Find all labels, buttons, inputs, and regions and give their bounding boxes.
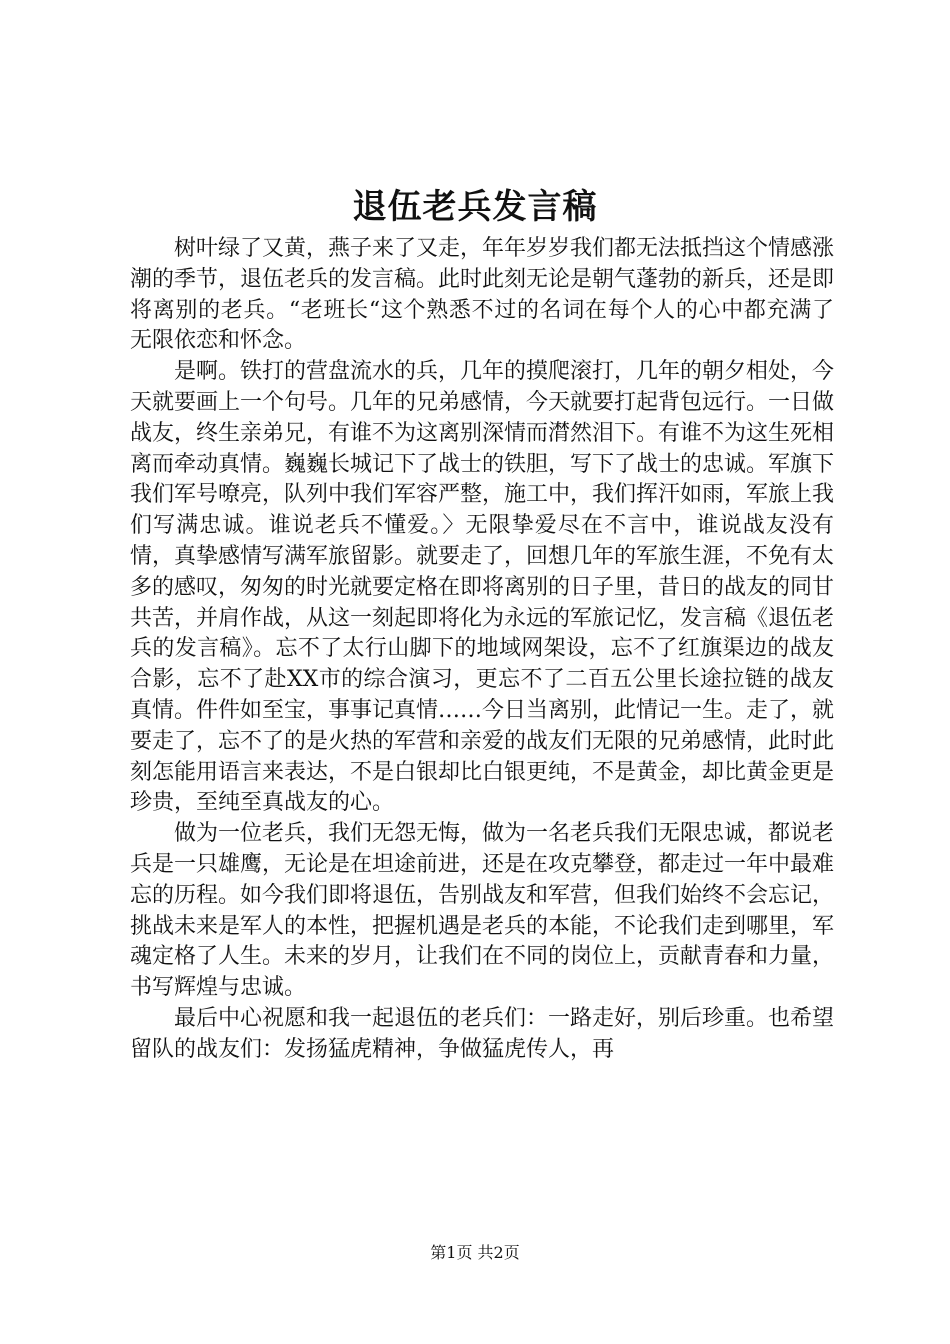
paragraph-3: 做为一位老兵，我们无怨无悔，做为一名老兵我们无限忠诚，都说老兵是一只雄鹰，无论是在坦途前进，还是在攻克攀登，都走过一年中最难忘的历程。如今我们即将退伍，告别战友和军营，但我们始终不会忘记，挑战未来是军人的本性，把握机遇是老兵的本能，不论我们走到哪里，军魂定格了人生。未来的岁月，让我们在不同的岗位上，贡献青春和力量，书写辉煌与忠诚。 [130, 821, 835, 1001]
page-number-footer: 第1页 共2页 [430, 1243, 520, 1262]
document-title: 退伍老兵发言稿 [352, 187, 598, 227]
paragraph-1: 树叶绿了又黄，燕子来了又走，年年岁岁我们都无法抵挡这个情感涨潮的季节，退伍老兵的发言稿。此时此刻无论是朝气蓬勃的新兵，还是即将离别的老兵。“老班长“这个熟悉不过的名词在每个人的心中都充满了无限依恋和怀念。 [130, 236, 835, 354]
paragraph-4: 最后中心祝愿和我一起退伍的老兵们：一路走好，别后珍重。也希望留队的战友们：发扬猛虎精神，争做猛虎传人，再 [130, 1005, 835, 1062]
paragraph-2: 是啊。铁打的营盘流水的兵，几年的摸爬滚打，几年的朝夕相处，今天就要画上一个句号。几年的兄弟感情，今天就要打起背包远行。一日做战友，终生亲弟兄，有谁不为这离别深情而潸然泪下。有谁不为这生死相离而牵动真情。巍巍长城记下了战士的铁胆，写下了战士的忠诚。军旗下我们军号嘹亮，队列中我们军容严整，施工中，我们挥汗如雨，军旅上我们写满忠诚。谁说老兵不懂爱。〉无限挚爱尽在不言中，谁说战友没有情，真挚感情写满军旅留影。就要走了，回想几年的军旅生涯，不免有太多的感叹，匆匆的时光就要定格在即将离别的日子里，昔日的战友的同甘共苦，并肩作战，从这一刻起即将化为永远的军旅记忆，发言稿《退伍老兵的发言稿》。忘不了太行山脚下的地域网架设，忘不了红旗渠边的战友合影，忘不了赴XX市的综合演习，更忘不了二百五公里长途拉链的战友真情。件件如至宝，事事记真情……今日当离别，此情记一生。走了，就要走了，忘不了的是火热的军营和亲爱的战友们无限的兄弟感情，此时此刻怎能用语言来表达，不是白银却比白银更纯，不是黄金，却比黄金更是珍贵，至纯至真战友的心。 [130, 359, 835, 816]
document-body [130, 234, 834, 1066]
